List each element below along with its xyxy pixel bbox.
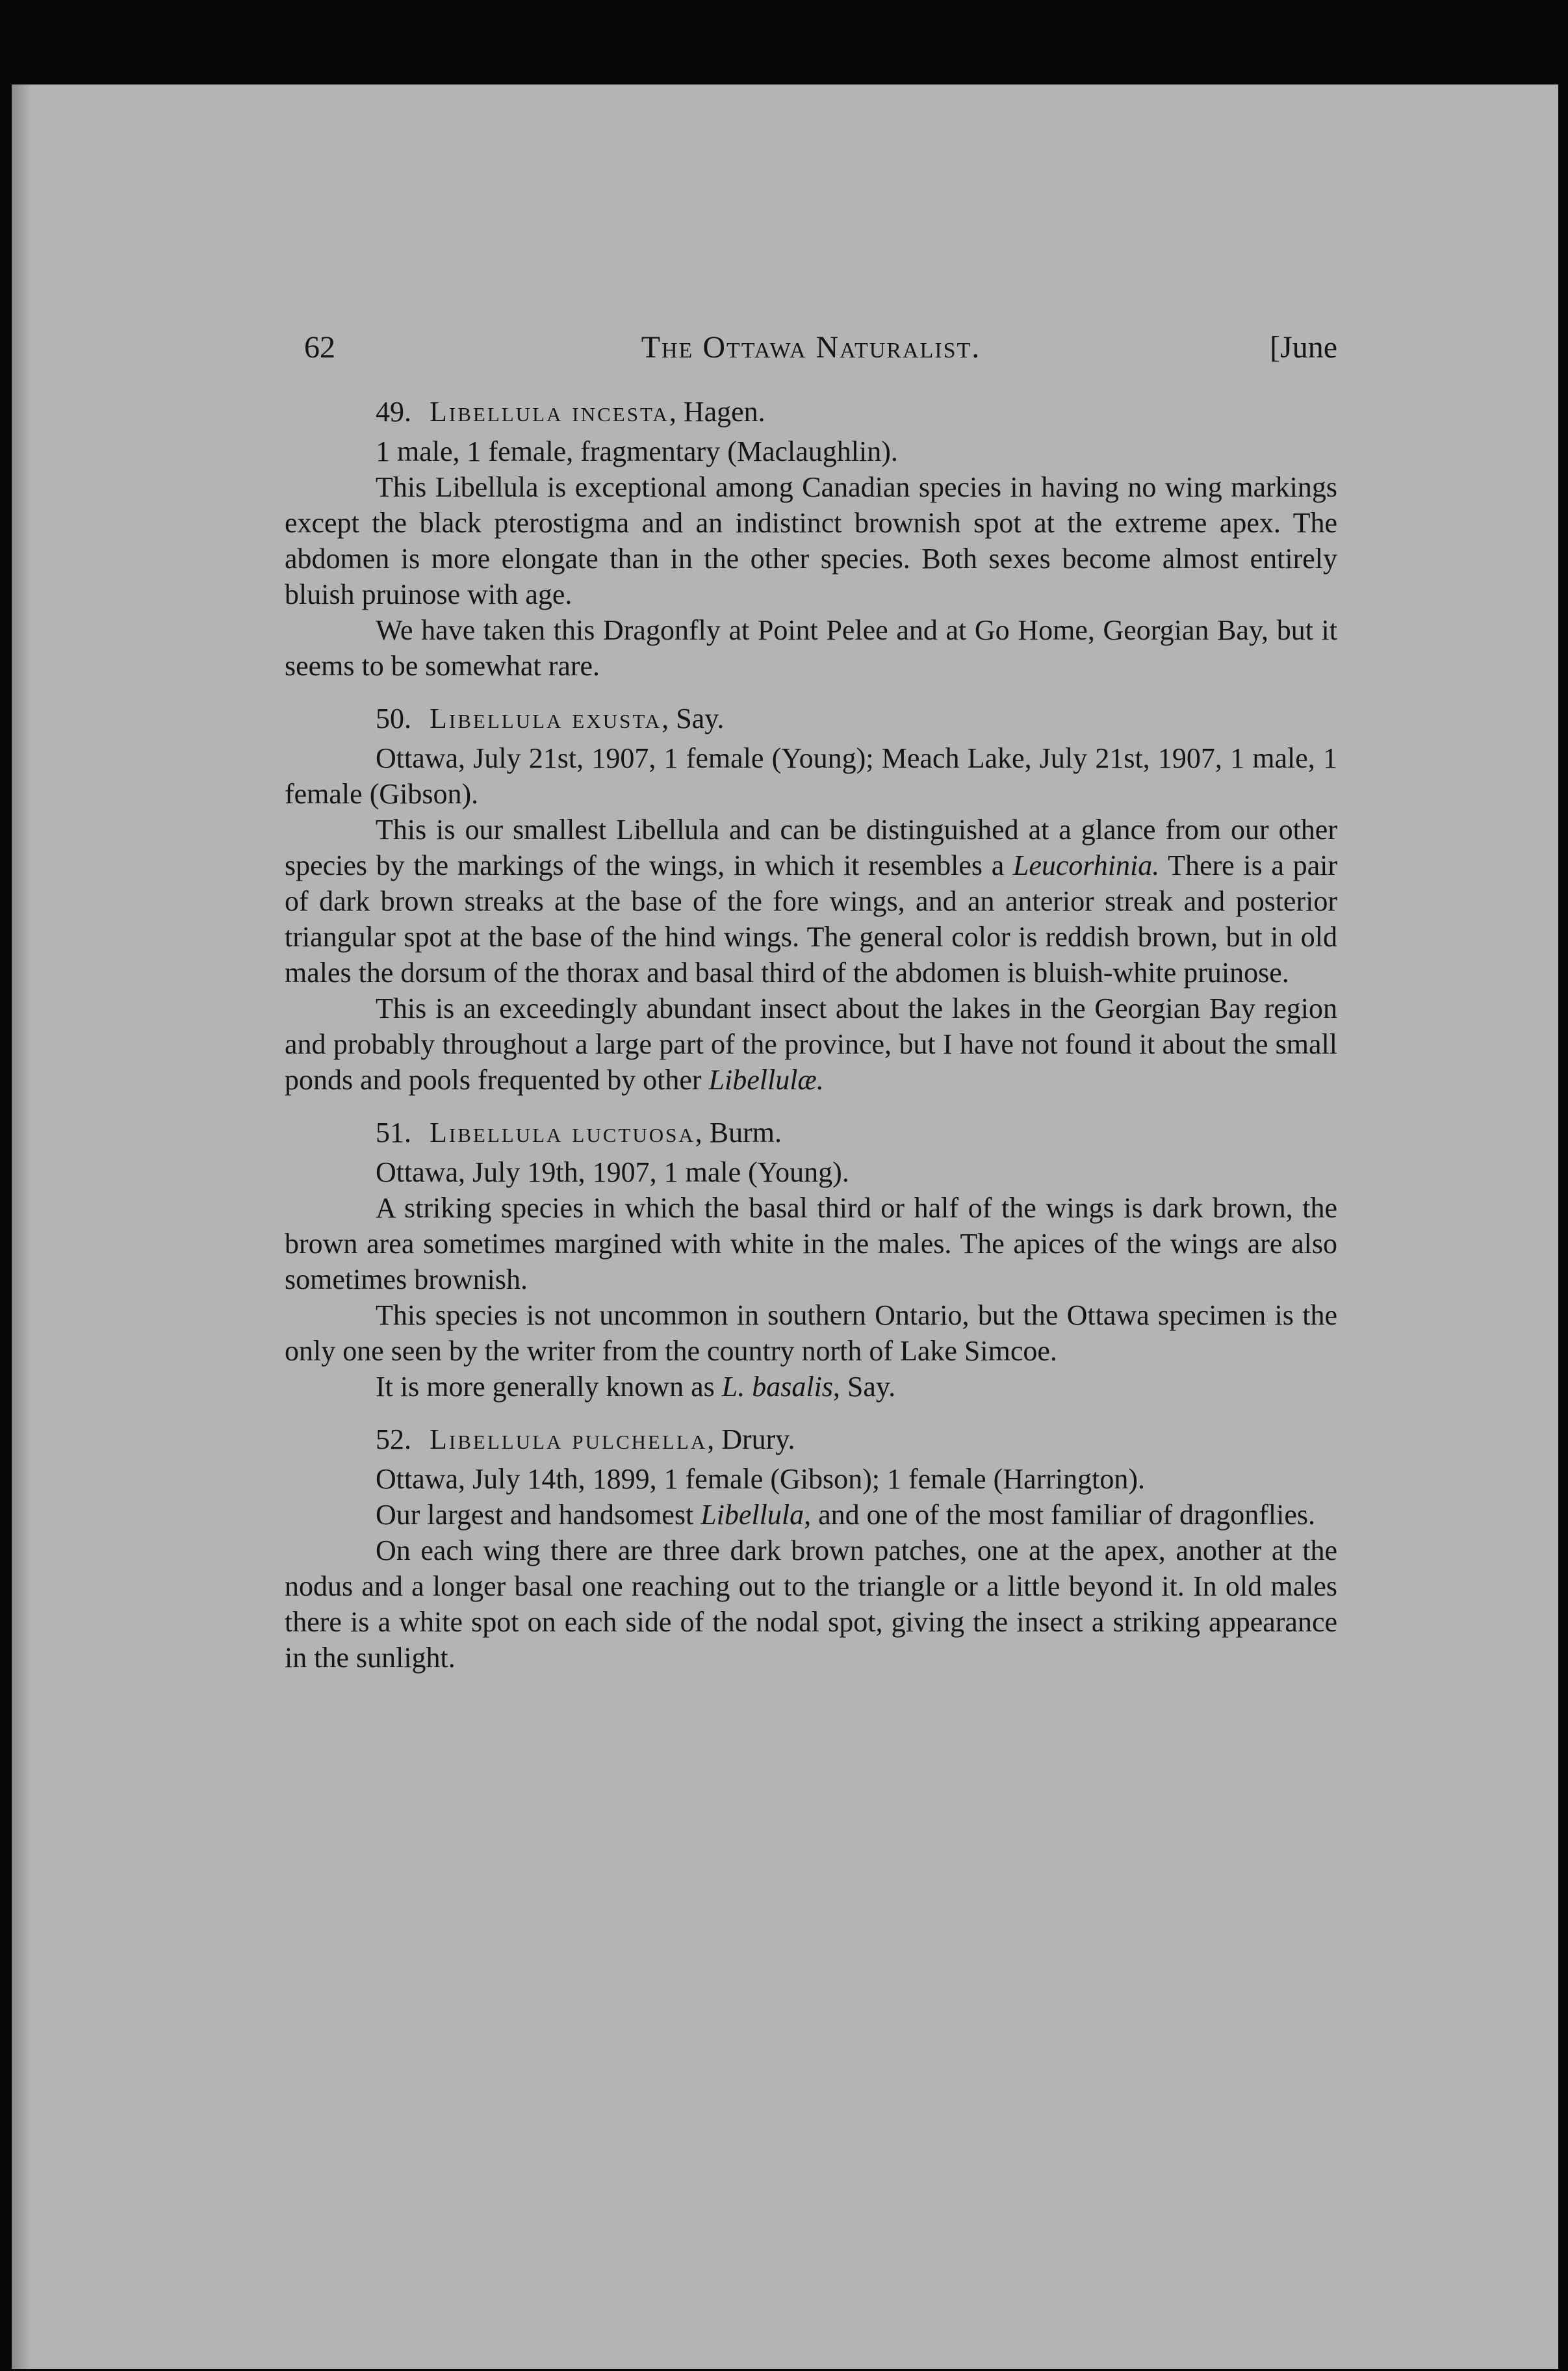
species-heading: [285, 700, 1337, 737]
note-paragraph: On each wing there are three dark brown patches, one at the apex, another at the nodus and a longer basal one reaching out to the triangle or a little beyond it. In old males there is a white spot on each side of the nodal spot, giving the insect a striking appearance in the sunlight.: [285, 1535, 1337, 1674]
record-paragraph: Ottawa, July 19th, 1907, 1 male (Young).: [376, 1156, 849, 1188]
paragraph-text-cont: , Say.: [832, 1371, 896, 1403]
species-name: Libellula pulchella: [430, 1423, 708, 1455]
species-entry-49: [285, 393, 1337, 684]
species-entry-51: [285, 1114, 1337, 1405]
species-author: , Say.: [662, 703, 725, 734]
species-name: Libellula incesta: [430, 396, 669, 428]
species-heading: [285, 393, 1337, 430]
paragraph-text: This is an exceedingly abundant insect about the lakes in the Georgian Bay region and probably throughout a large part of the province, but I have not found it about the small ponds and pools frequented by other: [285, 992, 1337, 1096]
issue-month: [June: [1270, 330, 1337, 365]
description-paragraph: This Libellula is exceptional among Canadian species in having no wing markings except the black pterostigma and an indistinct brownish spot at the extreme apex. The abdomen is more elongate than in the other species. Both sexes become almost entirely bluish pruinose with age.: [285, 471, 1337, 610]
record-paragraph: 1 male, 1 female, fragmentary (Maclaughlin).: [376, 435, 898, 467]
note-paragraph: [285, 991, 1337, 1098]
note-paragraph: This species is not uncommon in southern Ontario, but the Ottawa specimen is the only one seen by the writer from the country north of Lake Simcoe.: [285, 1299, 1337, 1367]
species-author: , Drury.: [707, 1423, 795, 1455]
book-page: [12, 84, 1558, 2369]
italic-genus: Leucorhinia.: [1012, 849, 1160, 881]
description-paragraph: [285, 812, 1337, 991]
synonym-paragraph: [285, 1369, 1337, 1405]
species-name: Libellula exusta: [430, 703, 662, 734]
description-paragraph: [285, 1497, 1337, 1533]
species-name: Libellula luctuosa: [430, 1117, 695, 1148]
italic-genus: Libellulæ.: [708, 1064, 824, 1096]
page-number: 62: [304, 330, 335, 365]
species-entry-50: [285, 700, 1337, 1098]
paragraph-text: Our largest and handsomest: [376, 1499, 694, 1531]
paragraph-text: It is more generally known as: [376, 1371, 715, 1403]
note-paragraph: We have taken this Dragonfly at Point Pelee and at Go Home, Georgian Bay, but it seems to be somewhat rare.: [285, 614, 1337, 682]
entry-number: 51.: [376, 1117, 411, 1148]
running-head: [285, 318, 1337, 377]
italic-synonym: L. basalis: [721, 1371, 833, 1403]
journal-title: The Ottawa Naturalist.: [641, 330, 981, 365]
entry-number: 52.: [376, 1423, 411, 1455]
species-author: , Hagen.: [669, 396, 765, 428]
species-heading: [285, 1114, 1337, 1151]
paragraph-text-cont: , and one of the most familiar of dragonflies.: [804, 1499, 1315, 1531]
species-author: , Burm.: [695, 1117, 782, 1148]
page-text: [285, 318, 1337, 1676]
species-entry-52: [285, 1421, 1337, 1676]
entry-number: 49.: [376, 396, 411, 428]
record-paragraph: Ottawa, July 21st, 1907, 1 female (Young); Meach Lake, July 21st, 1907, 1 male, 1 female (Gibson).: [285, 742, 1337, 810]
record-paragraph: Ottawa, July 14th, 1899, 1 female (Gibson); 1 female (Harrington).: [376, 1463, 1146, 1495]
entry-number: 50.: [376, 703, 411, 734]
paragraph-text: This is our smallest Libellula and can be distinguished at a glance from our other species by the markings of the wings, in which it resembles a: [285, 814, 1337, 881]
species-heading: [285, 1421, 1337, 1458]
italic-genus: Libellula: [700, 1499, 804, 1531]
description-paragraph: A striking species in which the basal third or half of the wings is dark brown, the brown area sometimes margined with white in the males. The apices of the wings are also sometimes brownish.: [285, 1192, 1337, 1295]
paragraph-text-cont: There is a pair of dark brown streaks at the base of the fore wings, and an anterior streak and posterior triangular spot at the base of the hind wings. The general color is reddish brown, but in old males the dorsum of the thorax and basal third of the abdomen is bluish-white pruinose.: [285, 849, 1338, 989]
